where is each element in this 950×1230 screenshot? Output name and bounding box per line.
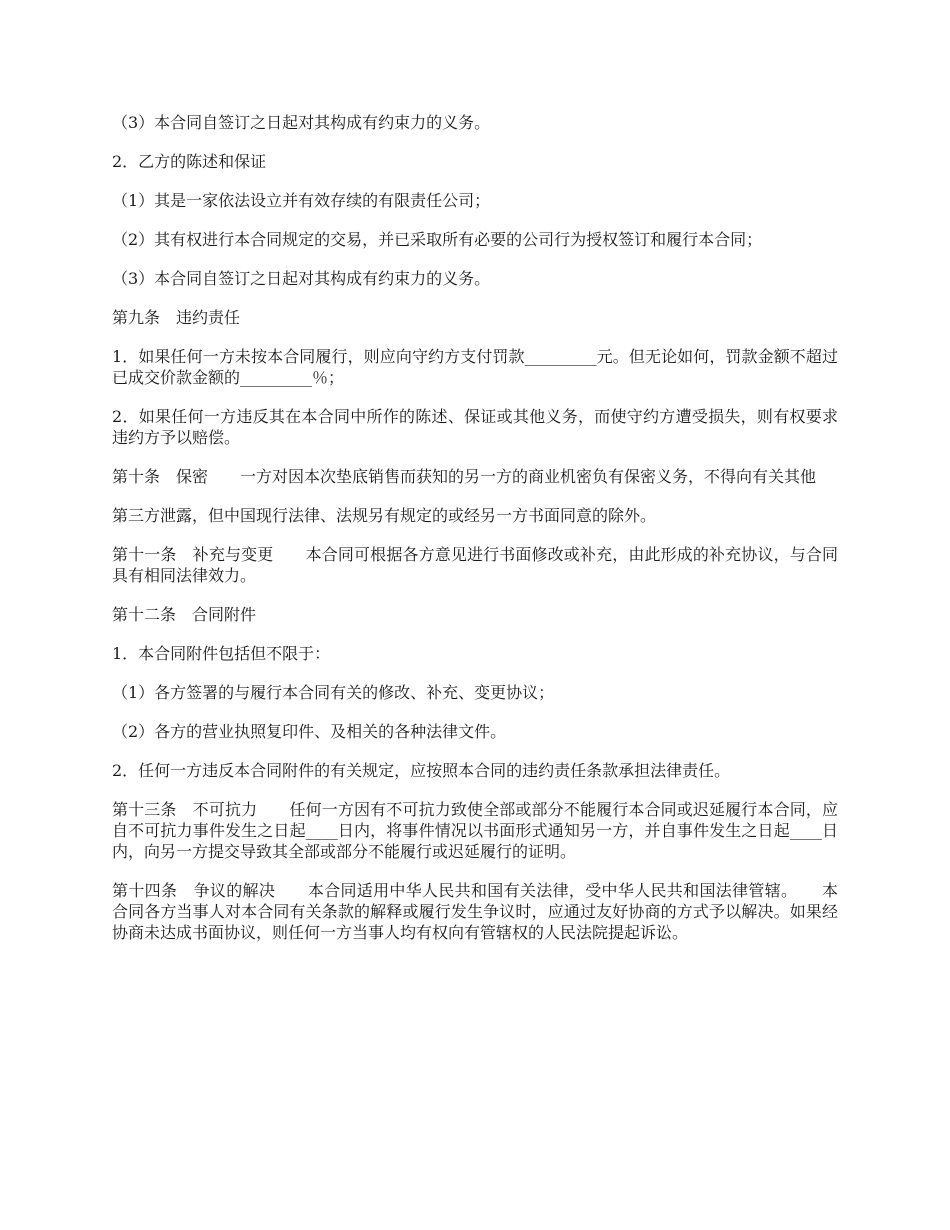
article-10-continuation: 第三方泄露，但中国现行法律、法规另有规定的或经另一方书面同意的除外。 [112,506,657,525]
article-12-heading: 第十二条 合同附件 [112,605,257,624]
clause-b-3: （3）本合同自签订之日起对其构成有约束力的义务。 [112,269,491,288]
article-12-item-1: 1．本合同附件包括但不限于： [112,644,331,663]
article-10-confidentiality: 第十条 保密 一方对因本次垫底销售而获知的另一方的商业机密负有保密义务，不得向有关其他 [112,467,817,486]
article-9-heading: 第九条 违约责任 [112,308,241,327]
article-12-sub-2: （2）各方的营业执照复印件、及相关的各种法律文件。 [112,722,507,741]
clause-b-2: （2）其有权进行本合同规定的交易，并已采取所有必要的公司行为授权签订和履行本合同； [112,230,763,249]
article-12-item-2: 2．任何一方违反本合同附件的有关规定，应按照本合同的违约责任条款承担法律责任。 [112,761,731,780]
article-13-force-majeure: 第十三条 不可抗力 任何一方因有不可抗力致使全部或部分不能履行本合同或迟延履行本合同，应自不可抗力事件发生之日起____日内，将事件情况以书面形式通知另一方，并自事件发生之日起____日内，向另一方提交导致其全部或部分不能履行或迟延履行的证明。 [112,800,838,861]
document-page [112,112,838,961]
article-9-item-2: 2．如果任何一方违反其在本合同中所作的陈述、保证或其他义务，而使守约方遭受损失，则有权要求违约方予以赔偿。 [112,407,838,447]
article-14-dispute-resolution: 第十四条 争议的解决 本合同适用中华人民共和国有关法律，受中华人民共和国法律管辖。 本合同各方当事人对本合同有关条款的解释或履行发生争议时，应通过友好协商的方式予以解决。如果经协商未达成书面协议，则任何一方当事人均有权向有管辖权的人民法院提起诉讼。 [112,881,838,942]
clause-b-1: （1）其是一家依法设立并有效存续的有限责任公司； [112,191,491,210]
article-11-amendment: 第十一条 补充与变更 本合同可根据各方意见进行书面修改或补充，由此形成的补充协议，与合同具有相同法律效力。 [112,545,838,585]
article-9-item-1: 1．如果任何一方未按本合同履行，则应向守约方支付罚款_________元。但无论如何，罚款金额不超过已成交价款金额的_________％； [112,347,838,387]
article-12-sub-1: （1）各方签署的与履行本合同有关的修改、补充、变更协议； [112,683,555,702]
party-b-representations-heading: 2．乙方的陈述和保证 [112,152,267,171]
clause-a-3: （3）本合同自签订之日起对其构成有约束力的义务。 [112,113,491,132]
